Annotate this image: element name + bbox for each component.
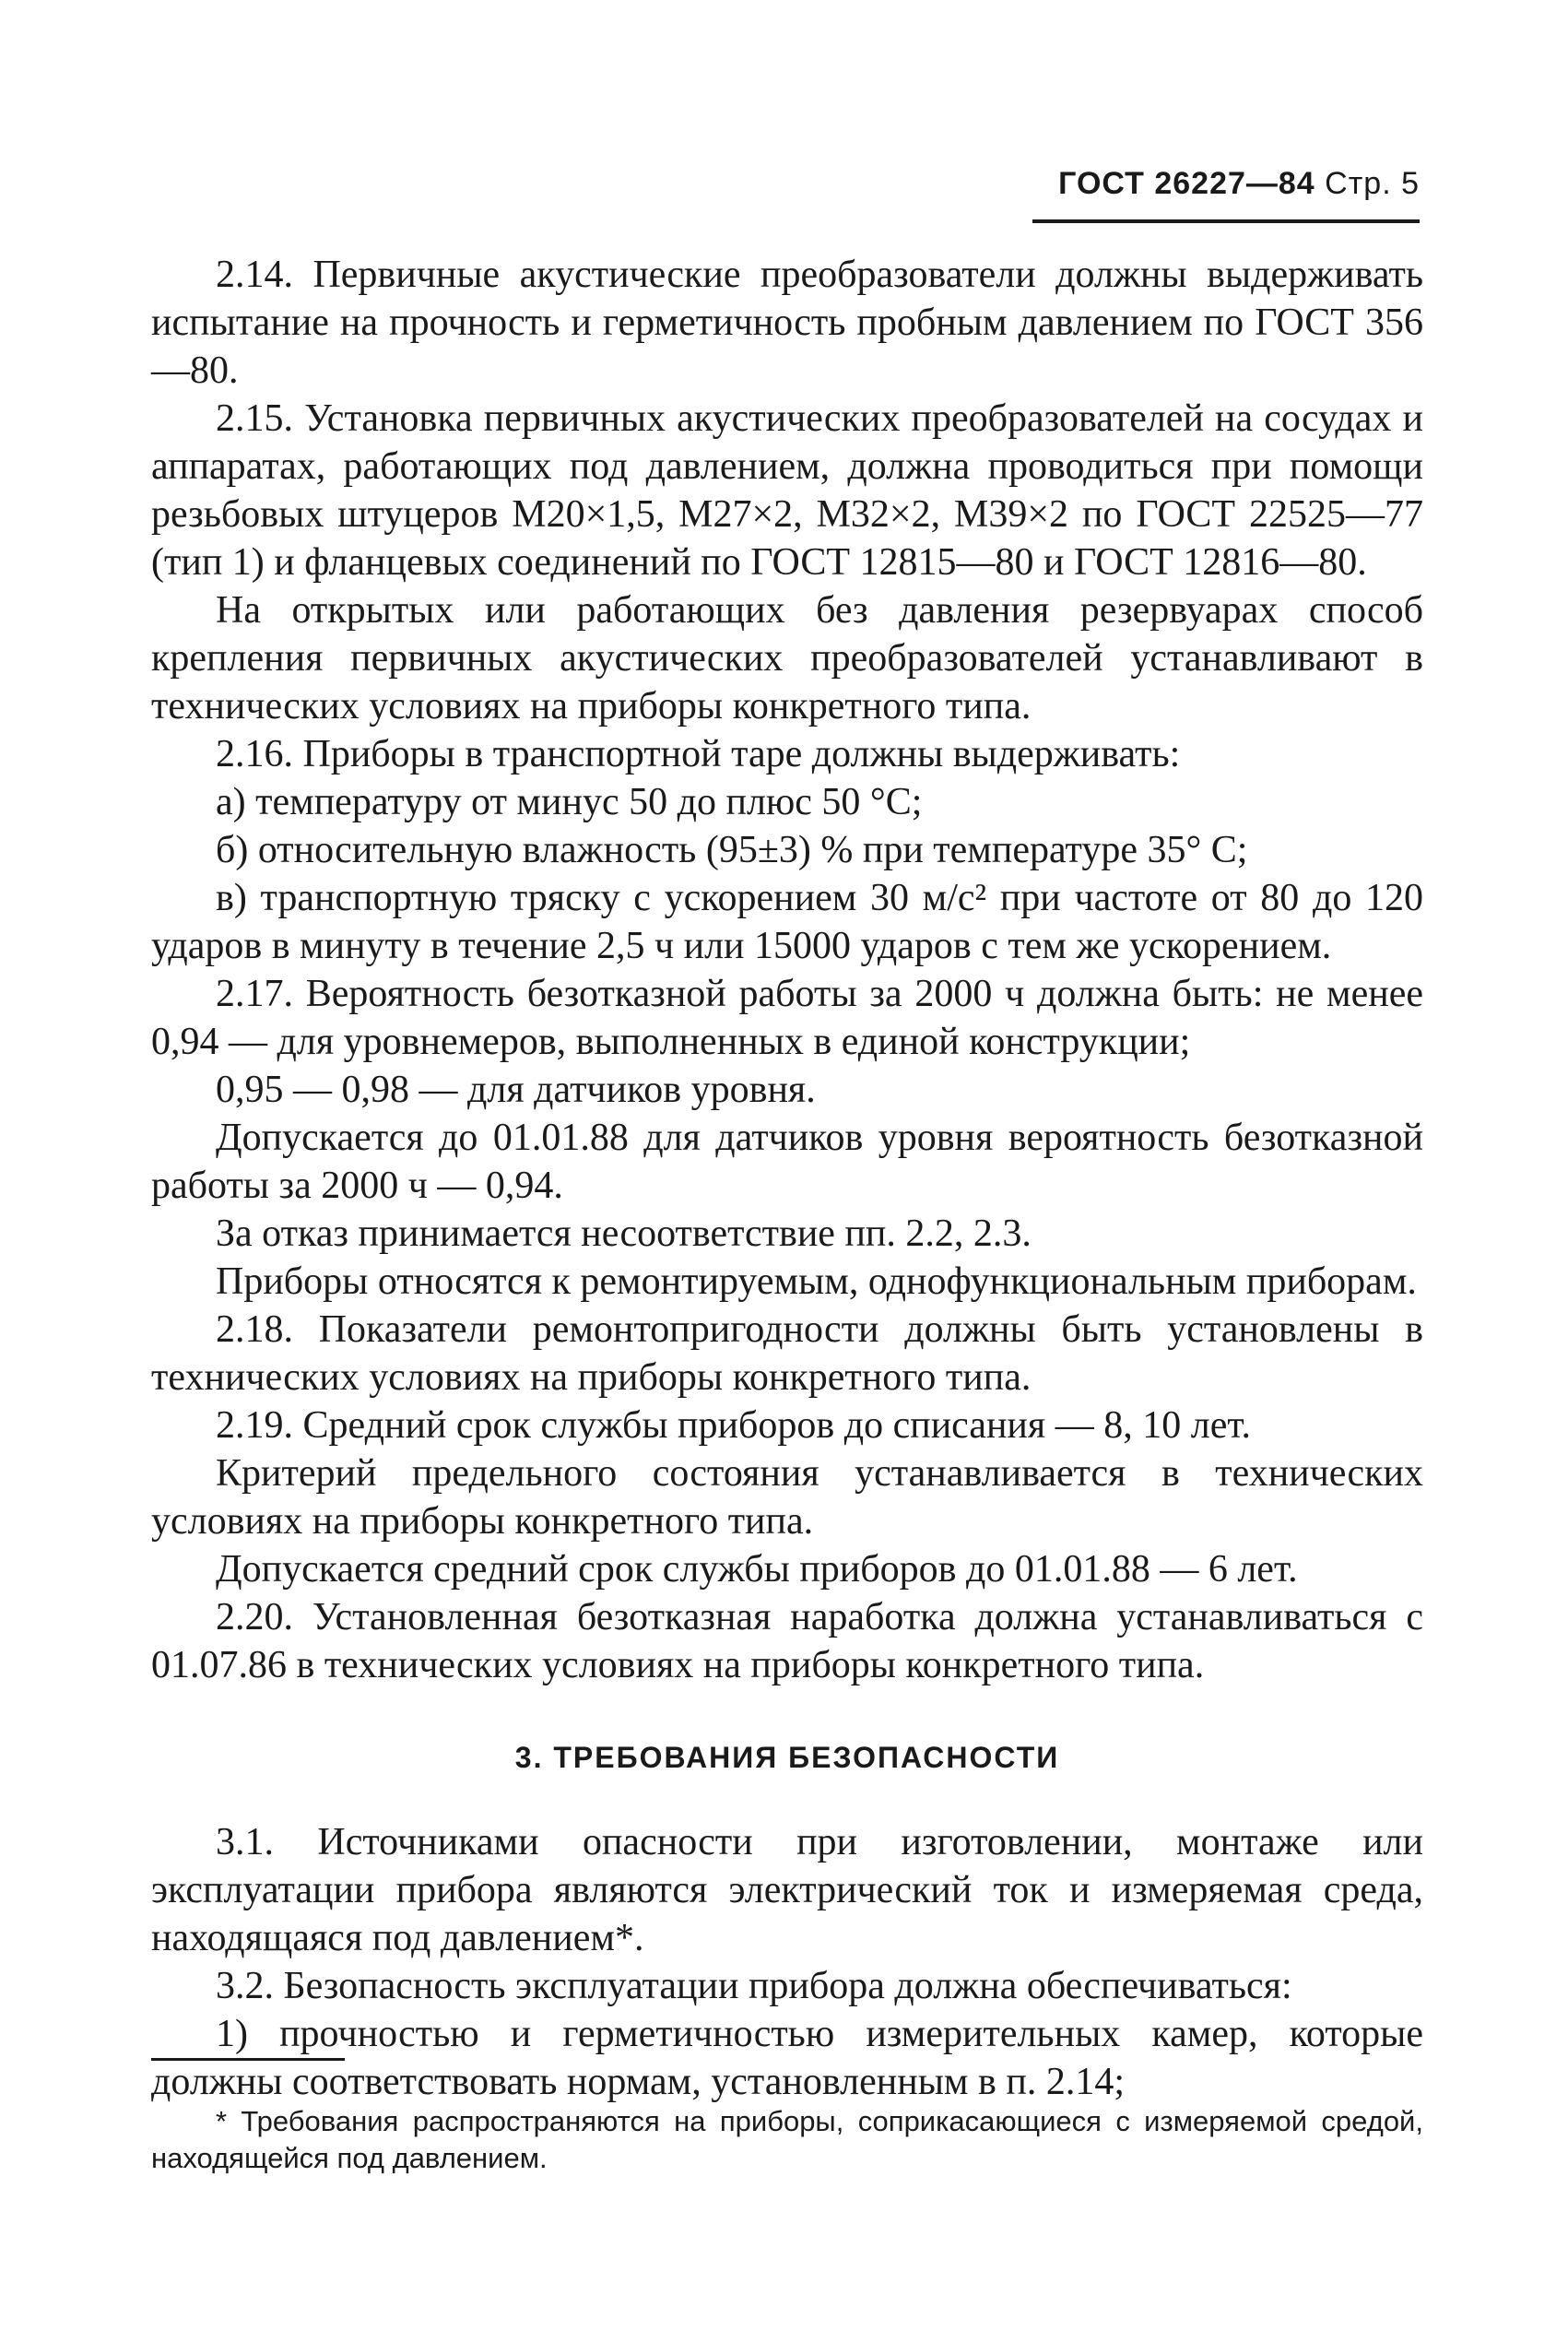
header-rule bbox=[1032, 219, 1420, 223]
paragraph-2-16: 2.16. Приборы в транспортной таре должны выдерживать: bbox=[216, 733, 1181, 775]
paragraph-2-14: 2.14. Первичные акустические преобразователи должны выдерживать испытание на прочность и герметичность пробным давлением по ГОСТ 356—80. bbox=[151, 254, 1423, 392]
footnote-rule bbox=[151, 2058, 345, 2061]
paragraph-2-20: 2.20. Установленная безотказная наработка должна устанавливаться с 01.07.86 в технических условиях на приборы конкретного типа. bbox=[151, 1596, 1423, 1686]
paragraph-limit-state: Критерий предельного состояния устанавливается в технических условиях на приборы конкретного типа. bbox=[151, 1452, 1423, 1543]
paragraph-2-19: 2.19. Средний срок службы приборов до списания — 8, 10 лет. bbox=[216, 1404, 1252, 1447]
list-item-a: а) температуру от минус 50 до плюс 50 °С; bbox=[216, 781, 923, 823]
paragraph-3-2: 3.2. Безопасность эксплуатации прибора должна обеспечиваться: bbox=[216, 1965, 1292, 2007]
main-text bbox=[151, 251, 1423, 2106]
footnote: * Требования распространяются на приборы, соприкасающиеся с измеряемой средой, находящейся под давлением. bbox=[151, 2105, 1423, 2174]
page-header bbox=[1032, 166, 1420, 202]
paragraph-3-2-item-1: 1) прочностью и герметичностью измерительных камер, которые должны соответствовать нормам, установленным в п. 2.14; bbox=[151, 2013, 1423, 2103]
paragraph-service-life: Допускается средний срок службы приборов до 01.01.88 — 6 лет. bbox=[216, 1548, 1298, 1591]
paragraph-3-1: 3.1. Источниками опасности при изготовлении, монтаже или эксплуатации прибора являются электрический ток и измеряемая среда, находящаяся под давлением*. bbox=[151, 1821, 1423, 1959]
paragraph-2-17: 2.17. Вероятность безотказной работы за 2000 ч должна быть: не менее 0,94 — для уровнемеров, выполненных в единой конструкции; bbox=[151, 973, 1423, 1063]
paragraph-2-15: 2.15. Установка первичных акустических преобразователей на сосудах и аппаратах, работающих под давлением, должна проводиться при помощи резьбовых штуцеров M20×1,5, M27×2, M32×2, M39×2 по ГОСТ 22525—77 (тип 1) и фланцевых соединений по ГОСТ 12815—80 и ГОСТ 12816—80. bbox=[151, 397, 1423, 584]
page-number: Стр. 5 bbox=[1325, 166, 1420, 201]
standard-number: ГОСТ 26227—84 bbox=[1058, 166, 1315, 201]
paragraph-repairable: Приборы относятся к ремонтируемым, однофункциональным приборам. bbox=[216, 1260, 1417, 1303]
list-item-v: в) транспортную тряску с ускорением 30 м/с² при частоте от 80 до 120 ударов в минуту в течение 2,5 ч или 15000 ударов с тем же ускорением. bbox=[151, 877, 1423, 967]
list-item-b: б) относительную влажность (95±3) % при температуре 35° С; bbox=[216, 829, 1248, 871]
paragraph-open-tanks: На открытых или работающих без давления резервуарах способ крепления первичных акустических преобразователей устанавливают в технических условиях на приборы конкретного типа. bbox=[151, 589, 1423, 727]
paragraph-failure: За отказ принимается несоответствие пп. 2.2, 2.3. bbox=[216, 1212, 1032, 1255]
paragraph-2-18: 2.18. Показатели ремонтопригодности должны быть установлены в технических условиях на приборы конкретного типа. bbox=[151, 1308, 1423, 1399]
paragraph-sensors: 0,95 — 0,98 — для датчиков уровня. bbox=[216, 1069, 816, 1111]
paragraph-allowed-until: Допускается до 01.01.88 для датчиков уровня вероятность безотказной работы за 2000 ч — 0,94. bbox=[151, 1117, 1423, 1207]
section-heading: 3. ТРЕБОВАНИЯ БЕЗОПАСНОСТИ bbox=[514, 1741, 1060, 1774]
